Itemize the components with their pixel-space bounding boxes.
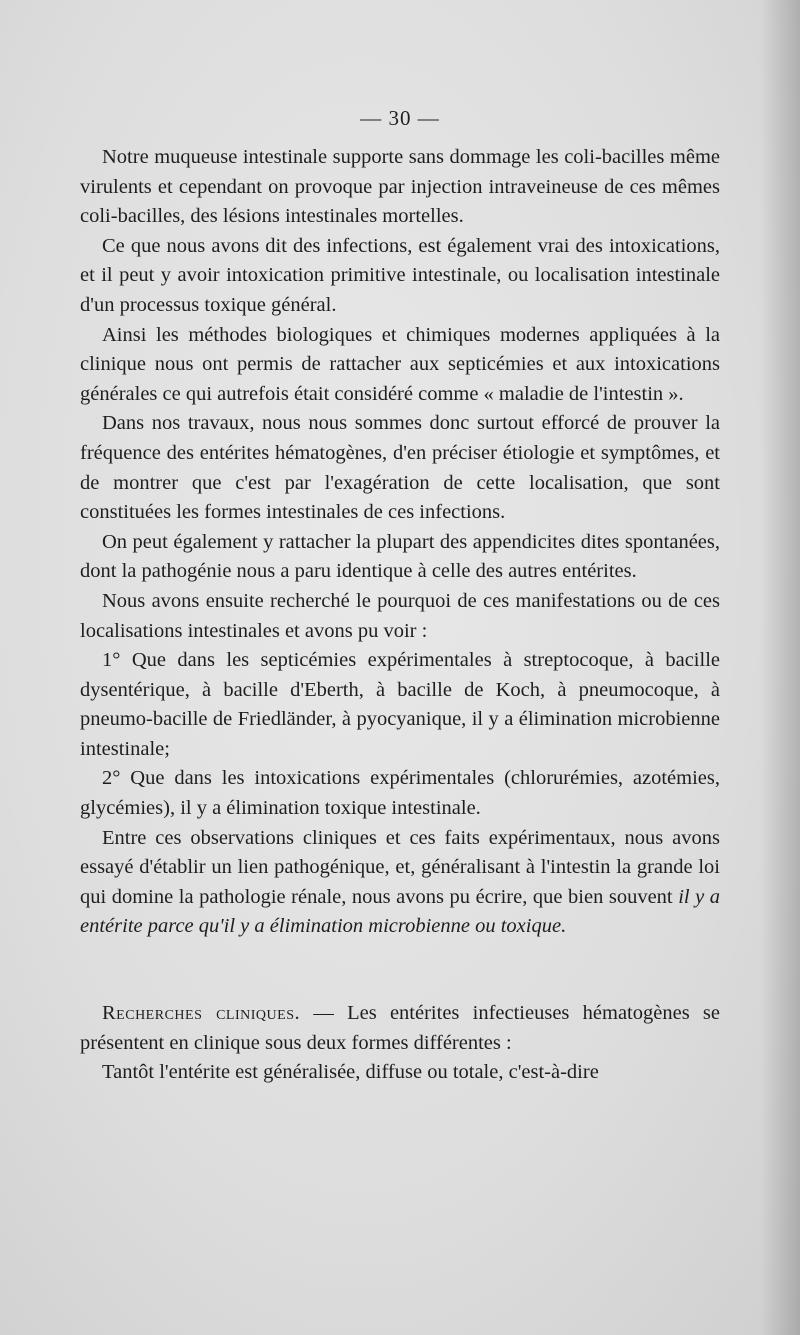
paragraph: Dans nos travaux, nous nous sommes donc surtout efforcé de prouver la fréquence des entérites hématogènes, d'en préciser étiologie et symptômes, et de montrer que c'est par l'exagération de cette localisation, que sont constituées les formes intestinales de ces infections. <box>80 412 720 524</box>
paragraph: 2° Que dans les intoxications expérimentales (chlorurémies, azotémies, glycémies), il y a élimination toxique intestinale. <box>80 767 720 820</box>
paragraph: 1° Que dans les septicémies expérimentales à streptocoque, à bacille dysentérique, à bacille d'Eberth, à bacille de Koch, à pneumocoque, à pneumo-bacille de Friedländer, à pyocyanique, il y a élimination microbienne intestinale; <box>80 649 720 760</box>
body-text <box>80 143 720 1088</box>
section-paragraph <box>80 999 720 1058</box>
paragraph: On peut également y rattacher la plupart des appendicites dites spontanées, dont la pathogénie nous a paru identique à celle des autres entérites. <box>80 530 720 583</box>
conclusion-italic: il y a entérite parce qu'il y a élimination microbienne ou toxique. <box>80 885 721 938</box>
paragraph: Ce que nous avons dit des infections, est également vrai des intoxications, et il peut y avoir intoxication primitive intestinale, ou localisation intestinale d'un processus toxique général. <box>80 234 720 316</box>
conclusion-text: Entre ces observations cliniques et ces faits expérimentaux, nous avons essayé d'établir un lien pathogénique, et, généralisant à l'intestin la grande loi qui domine la pathologie rénale, nous avons pu écrire, que bien souvent <box>80 826 720 908</box>
paragraph: Notre muqueuse intestinale supporte sans dommage les coli-bacilles même virulents et cependant on provoque par injection intraveineuse de ces mêmes coli-bacilles, des lésions intestinales mortelles. <box>80 146 720 228</box>
section-heading: Recherches cliniques. <box>102 1002 301 1025</box>
final-paragraph: Tantôt l'entérite est généralisée, diffuse ou totale, c'est-à-dire <box>102 1061 599 1084</box>
conclusion-paragraph <box>80 824 720 942</box>
paragraph: Ainsi les méthodes biologiques et chimiques modernes appliquées à la clinique nous ont permis de rattacher aux septicémies et aux intoxications générales ce qui autrefois était considéré comme « maladie de l'intestin ». <box>80 323 720 405</box>
paragraph: Nous avons ensuite recherché le pourquoi de ces manifestations ou de ces localisations intestinales et avons pu voir : <box>80 589 720 642</box>
section-text: — Les entérites infectieuses hématogènes se présentent en clinique sous deux formes différentes : <box>80 1002 720 1054</box>
page-number: — 30 — <box>360 106 440 130</box>
section-gap <box>80 942 720 999</box>
